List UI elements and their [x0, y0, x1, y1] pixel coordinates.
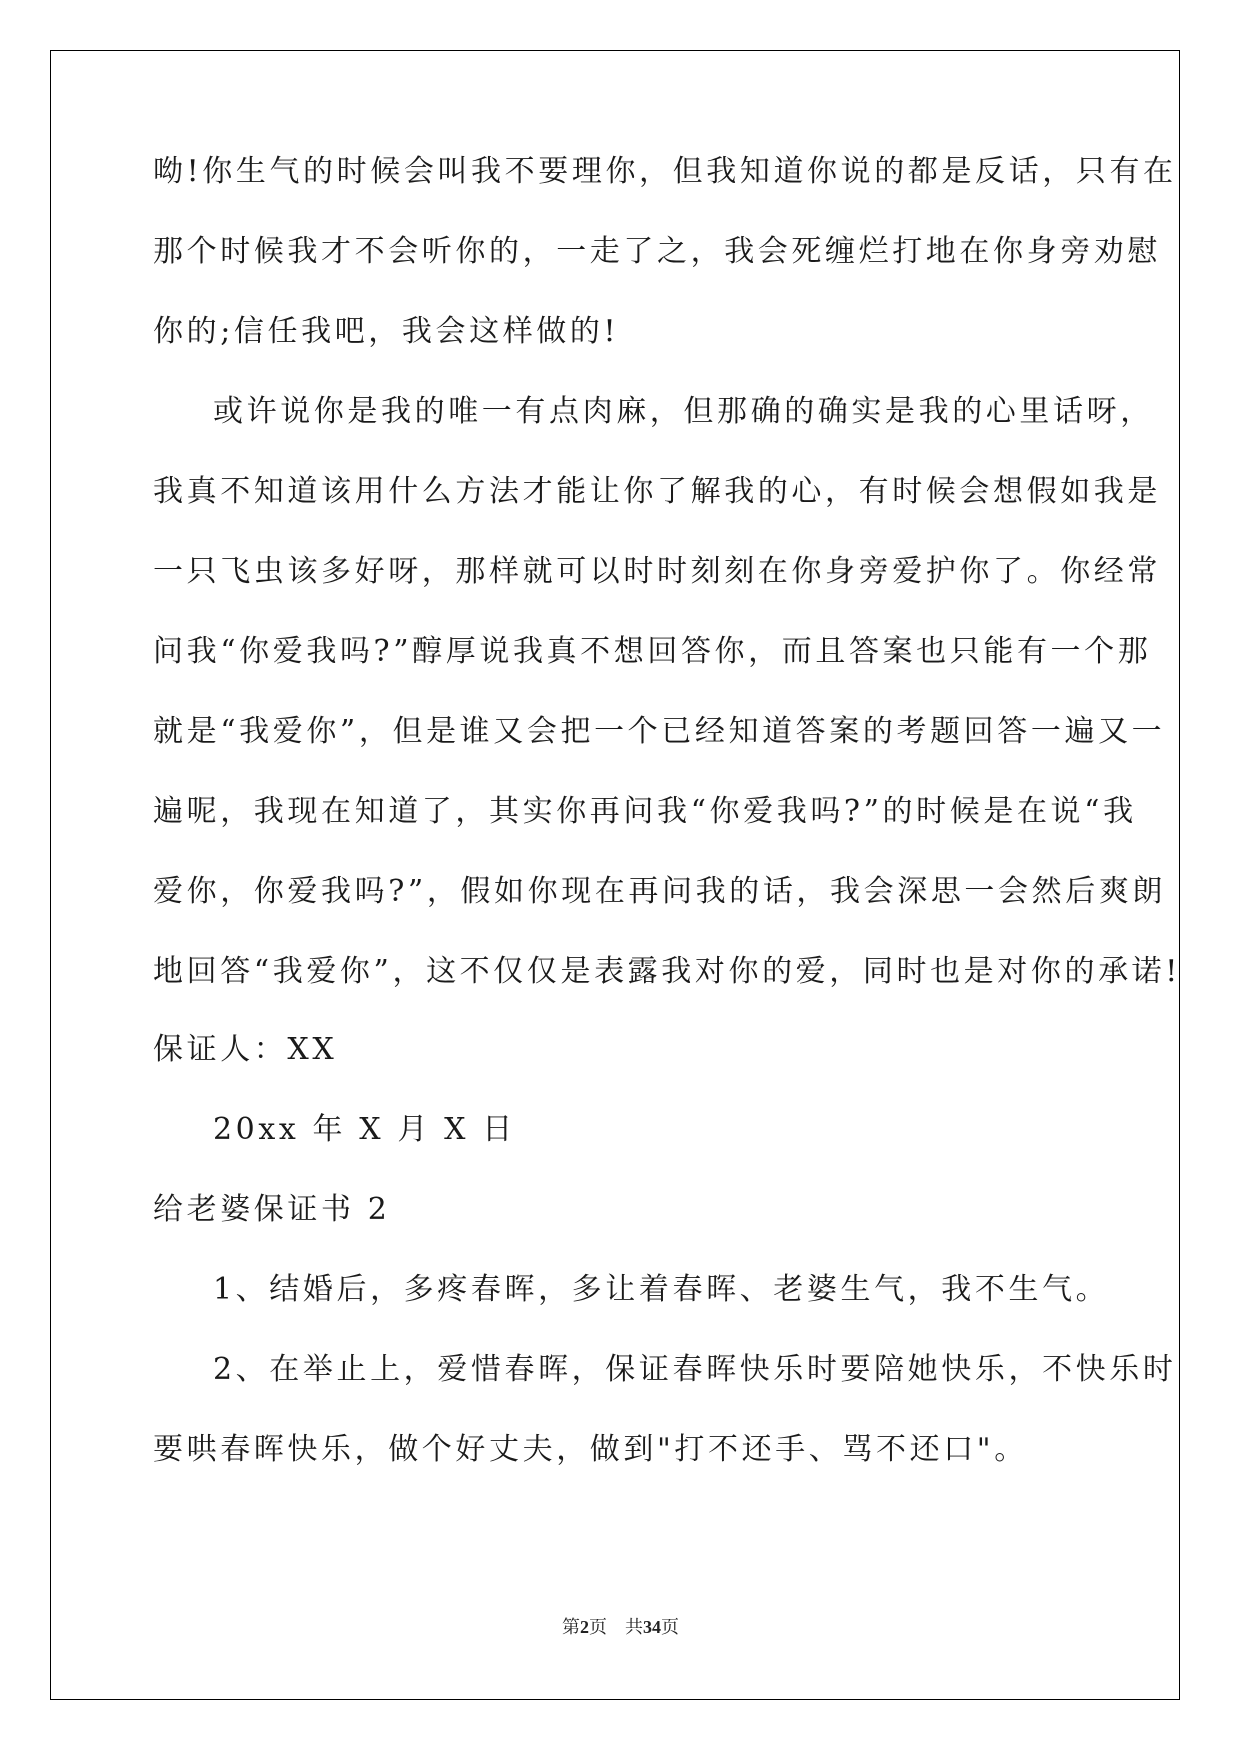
total-pages: 34 [643, 1617, 661, 1637]
text-line: 一只飞虫该多好呀，那样就可以时时刻刻在你身旁爱护你了。你经常 [153, 554, 1161, 589]
text-line: 地回答“我爱你”，这不仅仅是表露我对你的爱，同时也是对你的承诺! [153, 954, 1181, 989]
section-heading: 给老婆保证书 2 [153, 1192, 391, 1227]
text-line: 呦!你生气的时候会叫我不要理你，但我知道你说的都是反话，只有在 [153, 154, 1177, 189]
page-footer [0, 1613, 1241, 1639]
text-line: 要哄春晖快乐，做个好丈夫，做到"打不还手、骂不还口"。 [153, 1432, 1028, 1467]
text-line: 问我“你爱我吗?”醇厚说我真不想回答你，而且答案也只能有一个那 [153, 634, 1152, 669]
total-suffix: 页 [661, 1617, 679, 1637]
list-item: 2、在举止上，爱惜春晖，保证春晖快乐时要陪她快乐，不快乐时 [213, 1352, 1177, 1387]
signatory-line: 保证人：XX [153, 1032, 338, 1067]
text-line: 你的;信任我吧，我会这样做的! [153, 314, 620, 349]
date-line: 20xx 年 X 月 X 日 [213, 1112, 516, 1147]
page-prefix: 第 [562, 1617, 580, 1637]
page-number: 2 [580, 1617, 589, 1637]
text-line: 那个时候我才不会听你的，一走了之，我会死缠烂打地在你身旁劝慰 [153, 234, 1161, 269]
text-line: 我真不知道该用什么方法才能让你了解我的心，有时候会想假如我是 [153, 474, 1161, 509]
list-item: 1、结婚后，多疼春晖，多让着春晖、老婆生气，我不生气。 [213, 1272, 1110, 1307]
text-line: 爱你，你爱我吗?”，假如你现在再问我的话，我会深思一会然后爽朗 [153, 874, 1167, 909]
text-line: 或许说你是我的唯一有点肉麻，但那确的确实是我的心里话呀， [213, 394, 1154, 429]
total-prefix: 共 [625, 1617, 643, 1637]
page-suffix: 页 [589, 1617, 607, 1637]
text-line: 遍呢，我现在知道了，其实你再问我“你爱我吗?”的时候是在说“我 [153, 794, 1137, 829]
text-line: 就是“我爱你”，但是谁又会把一个已经知道答案的考题回答一遍又一 [153, 714, 1166, 749]
